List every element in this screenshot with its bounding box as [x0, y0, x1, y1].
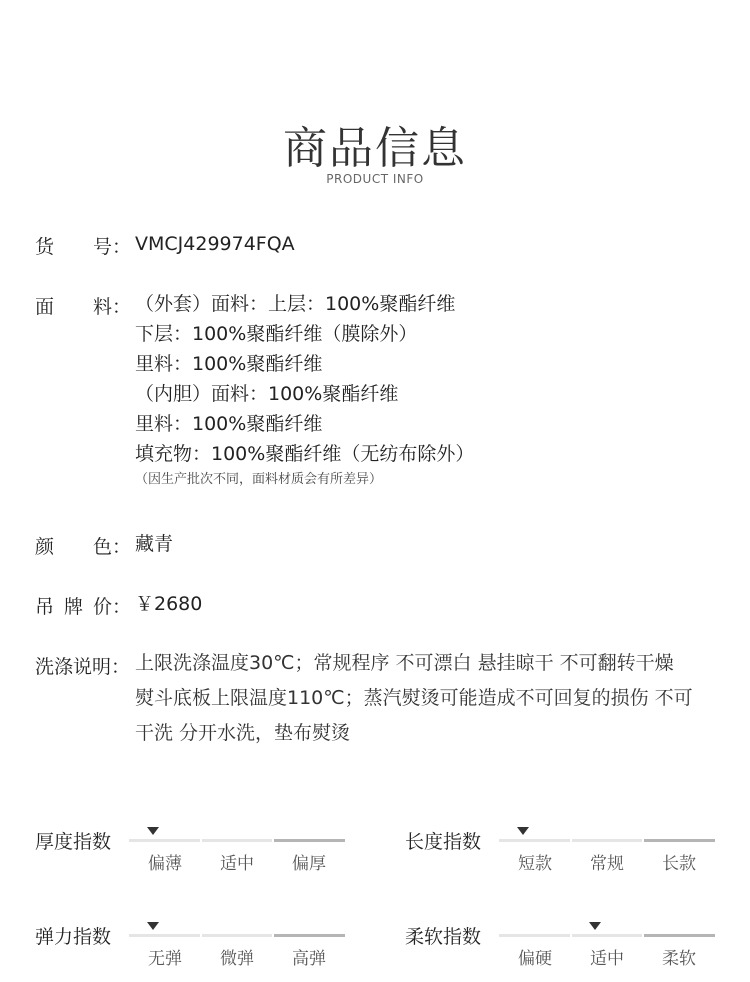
index-option: 高弹 — [292, 949, 326, 969]
index-segment — [129, 934, 200, 937]
index-option: 长款 — [662, 854, 696, 874]
fabric-line: （外套）面料：上层：100%聚酯纤维 — [135, 293, 456, 315]
index-option: 柔软 — [662, 949, 696, 969]
price-value: ￥2680 — [135, 593, 203, 615]
fabric-line: 里料：100%聚酯纤维 — [135, 413, 323, 435]
color-value: 藏青 — [135, 533, 174, 555]
length-index — [405, 827, 725, 887]
index-segment — [202, 934, 273, 937]
item-no-label: 货 号： — [35, 236, 132, 258]
index-segment — [129, 839, 200, 842]
thickness-index — [35, 827, 355, 887]
index-marker-icon — [517, 827, 529, 835]
color-label: 颜 色： — [35, 536, 132, 558]
item-no-value: VMCJ429974FQA — [135, 233, 295, 255]
index-segment — [499, 839, 570, 842]
index-option: 偏薄 — [148, 854, 182, 874]
index-bar — [499, 839, 715, 842]
page-title: 商品信息 — [283, 123, 467, 174]
index-option: 短款 — [518, 854, 552, 874]
wash-line: 干洗 分开水洗，垫布熨烫 — [135, 722, 351, 744]
index-label: 弹力指数 — [35, 926, 112, 948]
index-option: 常规 — [590, 854, 624, 874]
elasticity-index — [35, 922, 355, 982]
index-bar — [129, 839, 345, 842]
softness-index — [405, 922, 725, 982]
index-option: 无弹 — [148, 949, 182, 969]
index-segment — [499, 934, 570, 937]
fabric-line: （内胆）面料：100%聚酯纤维 — [135, 383, 399, 405]
index-option: 适中 — [590, 949, 624, 969]
index-bar — [499, 934, 715, 937]
index-option: 偏硬 — [518, 949, 552, 969]
index-option: 适中 — [220, 854, 254, 874]
wash-label: 洗涤说明： — [35, 656, 131, 678]
index-label: 柔软指数 — [405, 926, 482, 948]
index-bar — [129, 934, 345, 937]
index-segment — [274, 934, 345, 937]
index-option: 微弹 — [220, 949, 254, 969]
index-segment — [572, 934, 643, 937]
index-label: 长度指数 — [405, 831, 482, 853]
page-subtitle: PRODUCT INFO — [326, 172, 424, 186]
price-label: 吊 牌 价： — [35, 596, 132, 618]
fabric-line: 填充物：100%聚酯纤维（无纺布除外） — [135, 443, 475, 465]
index-segment — [644, 934, 715, 937]
fabric-label: 面 料： — [35, 296, 132, 318]
index-segment — [572, 839, 643, 842]
index-marker-icon — [147, 827, 159, 835]
fabric-line: 下层：100%聚酯纤维（膜除外） — [135, 323, 418, 345]
wash-line: 熨斗底板上限温度110℃；蒸汽熨烫可能造成不可回复的损伤 不可 — [135, 687, 693, 709]
index-option: 偏厚 — [292, 854, 326, 874]
index-marker-icon — [589, 922, 601, 930]
index-segment — [644, 839, 715, 842]
index-label: 厚度指数 — [35, 831, 112, 853]
index-segment — [202, 839, 273, 842]
fabric-line: 里料：100%聚酯纤维 — [135, 353, 323, 375]
fabric-value — [135, 289, 474, 491]
wash-value — [135, 646, 693, 751]
index-segment — [274, 839, 345, 842]
wash-line: 上限洗涤温度30℃；常规程序 不可漂白 悬挂晾干 不可翻转干燥 — [135, 652, 674, 674]
index-marker-icon — [147, 922, 159, 930]
fabric-note: （因生产批次不同，面料材质会有所差异） — [135, 472, 383, 487]
